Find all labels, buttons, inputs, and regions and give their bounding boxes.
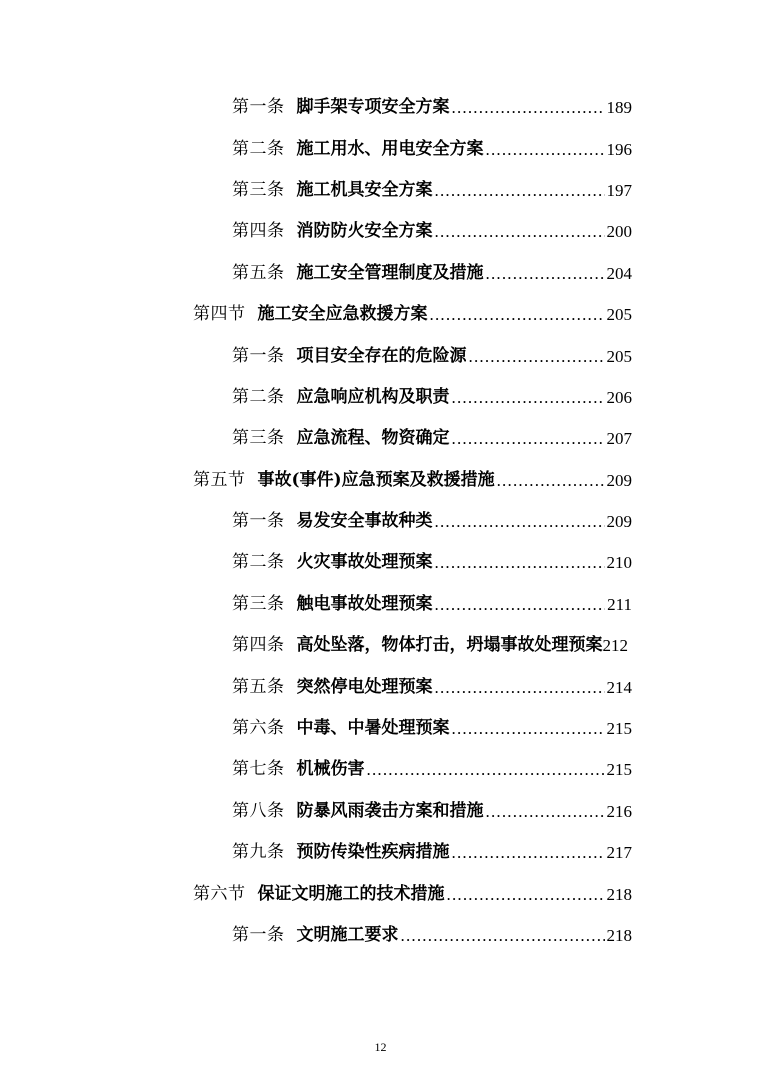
dot-leader xyxy=(486,141,605,158)
toc-article-entry[interactable] xyxy=(0,708,632,749)
table-of-contents xyxy=(0,87,761,956)
toc-article-entry[interactable] xyxy=(0,749,632,790)
page-number: 12 xyxy=(374,1040,387,1054)
toc-entry-page: 216 xyxy=(606,801,632,821)
toc-entry-number: 第四条 xyxy=(232,635,285,656)
dot-leader xyxy=(452,99,605,116)
toc-entry-title: 消防防火安全方案 xyxy=(296,221,433,242)
dot-leader xyxy=(452,389,605,406)
toc-entry-title: 文明施工要求 xyxy=(296,925,399,945)
toc-entry-number: 第五条 xyxy=(232,676,285,697)
toc-entry-title: 易发安全事故种类 xyxy=(296,511,433,532)
dot-leader xyxy=(435,554,605,571)
toc-entry-page: 214 xyxy=(606,677,632,697)
toc-entry-page: 209 xyxy=(606,470,632,490)
toc-entry-number: 第一条 xyxy=(232,345,285,366)
toc-entry-number: 第三条 xyxy=(232,593,285,614)
toc-section-entry[interactable] xyxy=(0,460,632,501)
toc-entry-page: 189 xyxy=(606,98,632,118)
toc-article-entry[interactable] xyxy=(0,791,632,832)
toc-entry-title: 事故(事件)应急预案及救援措施 xyxy=(257,469,495,490)
dot-leader xyxy=(435,513,605,530)
dot-leader xyxy=(486,803,605,820)
dot-leader xyxy=(452,844,605,861)
toc-entry-page: 211 xyxy=(607,594,632,614)
toc-article-entry[interactable] xyxy=(0,335,632,376)
toc-entry-number: 第四条 xyxy=(232,221,285,242)
dot-leader xyxy=(447,886,605,903)
toc-article-entry[interactable] xyxy=(0,211,632,252)
toc-entry-number: 第二条 xyxy=(232,552,285,573)
toc-entry-number: 第四节 xyxy=(193,304,246,325)
toc-entry-page: 196 xyxy=(606,139,632,159)
toc-entry-number: 第五节 xyxy=(193,469,246,490)
toc-article-entry[interactable] xyxy=(0,915,632,956)
toc-entry-page: 207 xyxy=(606,429,632,449)
toc-entry-title: 施工安全管理制度及措施 xyxy=(296,262,484,283)
toc-entry-title: 施工安全应急救援方案 xyxy=(257,304,428,325)
dot-leader xyxy=(367,761,605,778)
toc-entry-title: 预防传染性疾病措施 xyxy=(296,842,450,863)
toc-entry-number: 第一条 xyxy=(232,511,285,532)
toc-entry-page: 209 xyxy=(606,512,632,532)
toc-entry-title: 突然停电处理预案 xyxy=(296,676,433,697)
toc-entry-page: 200 xyxy=(606,222,632,242)
toc-article-entry[interactable] xyxy=(0,832,632,873)
toc-entry-page: 210 xyxy=(606,553,632,573)
toc-entry-page: 205 xyxy=(606,305,632,325)
toc-entry-title: 施工用水、用电安全方案 xyxy=(296,138,484,159)
toc-entry-number: 第一条 xyxy=(232,925,285,945)
toc-entry-number: 第六节 xyxy=(193,883,246,904)
toc-entry-page: 206 xyxy=(606,387,632,407)
toc-entry-title: 中毒、中暑处理预案 xyxy=(296,718,450,739)
toc-article-entry[interactable] xyxy=(0,542,632,583)
toc-article-entry[interactable] xyxy=(0,584,632,625)
dot-leader xyxy=(452,430,605,447)
toc-entry-number: 第七条 xyxy=(232,759,285,780)
toc-entry-title: 应急流程、物资确定 xyxy=(296,428,450,449)
dot-leader xyxy=(452,720,605,737)
toc-entry-number: 第八条 xyxy=(232,800,285,821)
toc-entry-title: 防暴风雨袭击方案和措施 xyxy=(296,800,484,821)
dot-leader xyxy=(435,679,605,696)
toc-entry-page: 215 xyxy=(606,719,632,739)
dot-leader xyxy=(435,223,605,240)
toc-entry-page: 212 xyxy=(602,636,628,656)
dot-leader xyxy=(435,596,606,613)
toc-section-entry[interactable] xyxy=(0,873,632,914)
toc-entry-page: 218 xyxy=(606,884,632,904)
dot-leader xyxy=(401,927,605,944)
dot-leader xyxy=(486,265,605,282)
dot-leader xyxy=(497,472,605,489)
toc-entry-title: 脚手架专项安全方案 xyxy=(296,97,450,118)
toc-article-entry[interactable] xyxy=(0,418,632,459)
toc-entry-number: 第九条 xyxy=(232,842,285,863)
toc-article-entry[interactable] xyxy=(0,377,632,418)
toc-article-entry[interactable] xyxy=(0,501,632,542)
toc-entry-number: 第三条 xyxy=(232,179,285,200)
toc-entry-page: 217 xyxy=(606,843,632,863)
toc-entry-title: 机械伤害 xyxy=(296,759,365,780)
dot-leader xyxy=(435,182,605,199)
dot-leader xyxy=(430,306,605,323)
toc-section-entry[interactable] xyxy=(0,294,632,335)
toc-entry-page: 204 xyxy=(606,263,632,283)
toc-entry-number: 第二条 xyxy=(232,386,285,407)
toc-article-entry[interactable] xyxy=(0,666,632,707)
toc-entry-title: 火灾事故处理预案 xyxy=(296,552,433,573)
toc-article-entry[interactable] xyxy=(0,87,632,128)
toc-entry-page: 218 xyxy=(606,926,632,945)
toc-entry-number: 第三条 xyxy=(232,428,285,449)
toc-entry-number: 第一条 xyxy=(232,97,285,118)
toc-entry-title: 项目安全存在的危险源 xyxy=(296,345,467,366)
toc-entry-title: 保证文明施工的技术措施 xyxy=(257,883,445,904)
toc-article-entry[interactable] xyxy=(0,625,632,666)
toc-entry-title: 应急响应机构及职责 xyxy=(296,386,450,407)
toc-entry-page: 205 xyxy=(606,346,632,366)
toc-entry-title: 触电事故处理预案 xyxy=(296,593,433,614)
toc-article-entry[interactable] xyxy=(0,128,632,169)
toc-entry-page: 215 xyxy=(606,760,632,780)
toc-entry-number: 第五条 xyxy=(232,262,285,283)
toc-entry-title: 高处坠落，物体打击，坍塌事故处理预案 xyxy=(296,635,603,656)
toc-entry-number: 第二条 xyxy=(232,138,285,159)
toc-article-entry[interactable] xyxy=(0,253,632,294)
toc-entry-title: 施工机具安全方案 xyxy=(296,179,433,200)
toc-article-entry[interactable] xyxy=(0,170,632,211)
toc-entry-page: 197 xyxy=(606,180,632,200)
dot-leader xyxy=(469,348,605,365)
toc-entry-number: 第六条 xyxy=(232,718,285,739)
